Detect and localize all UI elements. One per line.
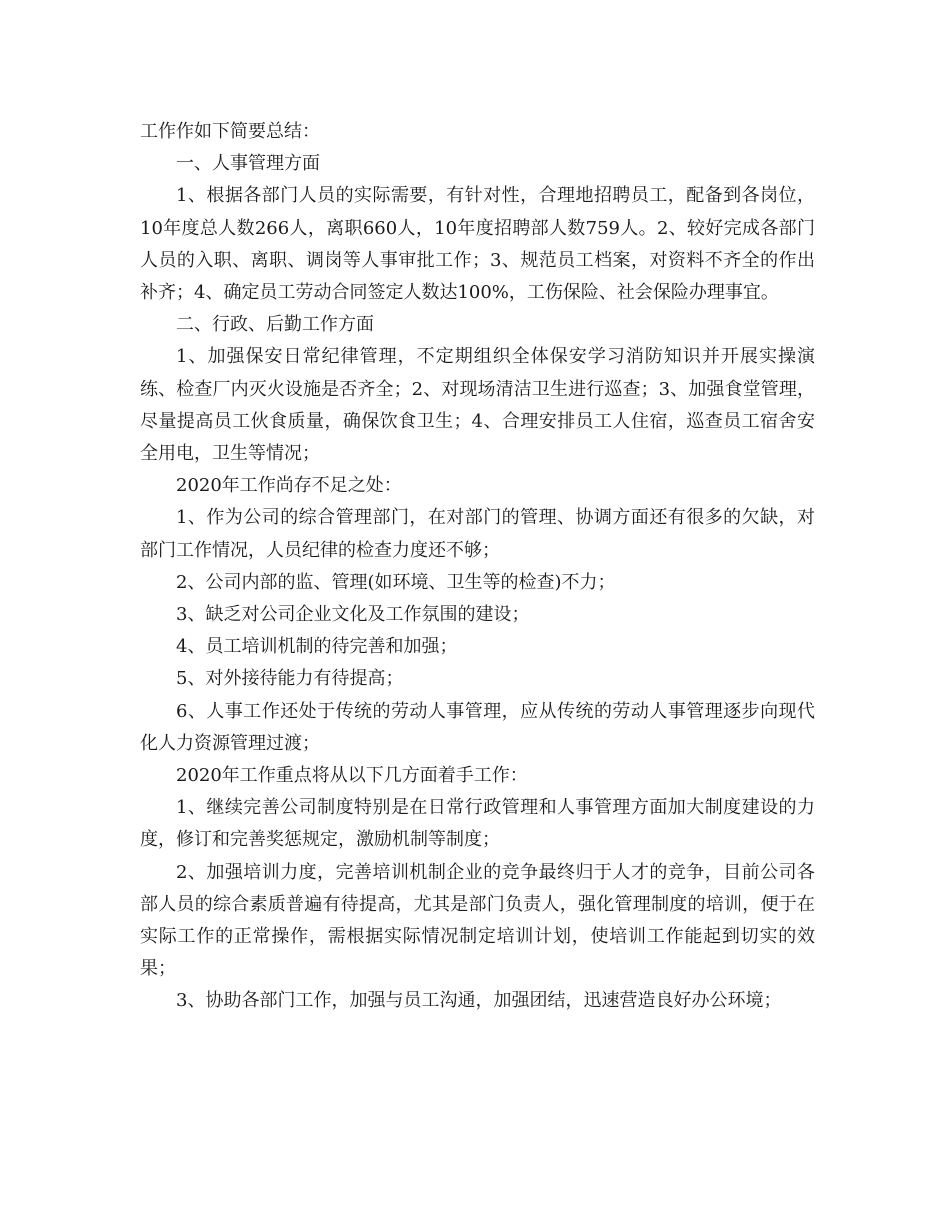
shortcoming-item: 2、公司内部的监、管理(如环境、卫生等的检查)不力； (176, 571, 616, 593)
shortcoming-item: 5、对外接待能力有待提高； (176, 668, 404, 690)
priority-item: 3、协助各部门工作，加强与员工沟通，加强团结，迅速营造良好办公环境； (176, 990, 782, 1012)
shortcoming-item: 3、缺乏对公司企业文化及工作氛围的建设； (176, 604, 530, 626)
section-heading-personnel: 一、人事管理方面 (176, 153, 320, 175)
shortcoming-item: 6、人事工作还处于传统的劳动人事管理，应从传统的劳动人事管理逐步向现代化人力资源管理过渡； (140, 700, 815, 754)
shortcoming-item: 4、员工培训机制的待完善和加强； (176, 636, 458, 658)
admin-paragraph: 1、加强保安日常纪律管理，不定期组织全体保安学习消防知识并开展实操演练、检查厂内灭火设施是否齐全；2、对现场清洁卫生进行巡查；3、加强食堂管理，尽量提高员工伙食质量，确保饮食卫生；4、合理安排员工人住宿，巡查员工宿舍安全用电，卫生等情况； (140, 346, 815, 465)
section-heading-shortcomings: 2020年工作尚存不足之处： (176, 475, 402, 497)
shortcoming-item: 1、作为公司的综合管理部门，在对部门的管理、协调方面还有很多的欠缺，对部门工作情况，人员纪律的检查力度还不够； (140, 507, 815, 561)
document-body (140, 116, 815, 1018)
section-heading-admin: 二、行政、后勤工作方面 (176, 314, 374, 336)
priority-item: 2、加强培训力度，完善培训机制企业的竞争最终归于人才的竞争，目前公司各部人员的综合素质普遍有待提高，尤其是部门负责人，强化管理制度的培训，便于在实际工作的正常操作，需根据实际情况制定培训计划，使培训工作能起到切实的效果； (140, 861, 815, 980)
section-heading-priorities: 2020年工作重点将从以下几方面着手工作： (176, 765, 528, 787)
personnel-paragraph: 1、根据各部门人员的实际需要，有针对性，合理地招聘员工，配备到各岗位，10年度总人数266人，离职660人，10年度招聘部人数759人。2、较好完成各部门人员的入职、离职、调岗等人事审批工作；3、规范员工档案，对资料不齐全的作出补齐；4、确定员工劳动合同签定人数达100%，工伤保险、社会保险办理事宜。 (140, 185, 815, 304)
priority-item: 1、继续完善公司制度特别是在日常行政管理和人事管理方面加大制度建设的力度，修订和完善奖惩规定，激励机制等制度； (140, 797, 815, 851)
intro-line: 工作作如下简要总结： (140, 121, 320, 142)
